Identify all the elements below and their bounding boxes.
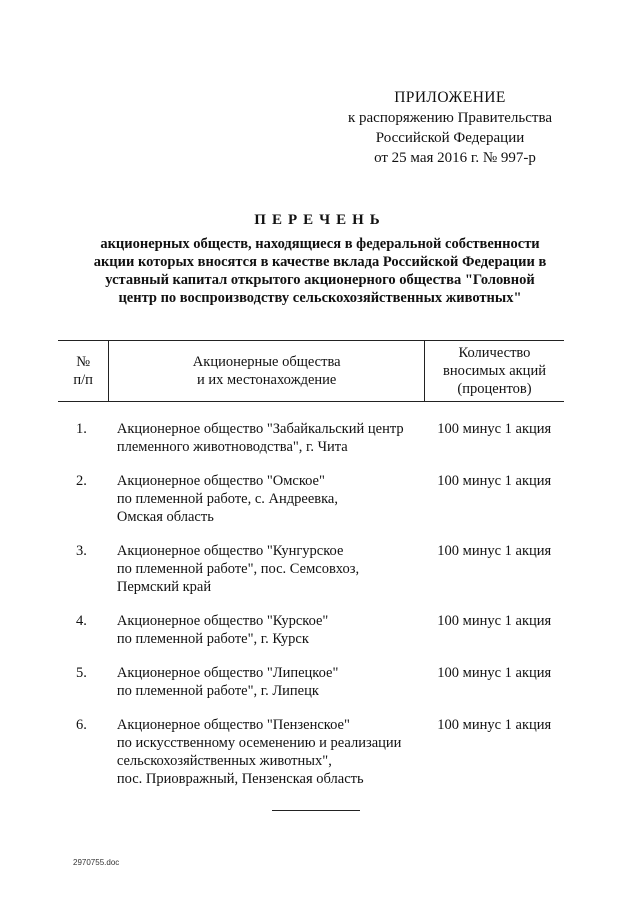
row-company-line: по племенной работе", г. Липецк [116, 683, 319, 699]
row-company-line: Пермский край [116, 579, 212, 595]
table-row [58, 542, 564, 596]
appendix-line-government: Российской Федерации [375, 130, 525, 146]
row-company [109, 664, 425, 700]
appendix-title: ПРИЛОЖЕНИЕ [394, 89, 506, 106]
footer-doc-code: 2970755.doc [73, 858, 120, 867]
header-number-line: п/п [73, 372, 93, 388]
row-company-line: Омская область [116, 509, 214, 525]
heading-line: центр по воспроизводству сельскохозяйственных животных" [118, 290, 522, 306]
row-quantity: 100 минус 1 акция [437, 543, 552, 559]
row-quantity: 100 минус 1 акция [437, 421, 552, 437]
row-company-line: по искусственному осеменению и реализации [116, 735, 402, 751]
row-company-line: Акционерное общество "Кунгурское [116, 543, 344, 559]
row-company-line: племенного животноводства", г. Чита [116, 439, 348, 455]
header-quantity-line: (процентов) [457, 381, 532, 397]
table-row [58, 716, 564, 788]
row-company [109, 420, 425, 456]
header-company-line: Акционерные общества [192, 354, 341, 370]
end-of-document-rule [272, 810, 360, 811]
row-quantity: 100 минус 1 акция [437, 665, 552, 681]
row-company-line: Акционерное общество "Омское" [116, 473, 325, 489]
row-company-line: по племенной работе, с. Андреевка, [116, 491, 338, 507]
table-row [58, 420, 564, 456]
row-company-line: по племенной работе", г. Курск [116, 631, 309, 647]
header-quantity-line: вносимых акций [443, 363, 546, 379]
row-company [109, 472, 425, 526]
row-company-line: по племенной работе", пос. Семсовхоз, [116, 561, 360, 577]
header-company-line: и их местонахождение [196, 372, 337, 388]
row-company-line: Акционерное общество "Пензенское" [116, 717, 350, 733]
heading-line: акционерных обществ, находящиеся в федеральной собственности [100, 236, 540, 252]
header-number-line: № [76, 354, 91, 370]
appendix-line-decree: к распоряжению Правительства [347, 110, 552, 126]
row-quantity: 100 минус 1 акция [437, 717, 552, 733]
row-quantity: 100 минус 1 акция [437, 613, 552, 629]
row-number: 5. [75, 665, 87, 681]
row-number: 4. [75, 613, 87, 629]
heading-title: ПЕРЕЧЕНЬ [254, 212, 386, 228]
heading-line: акции которых вносятся в качестве вклада Российской Федерации в [93, 254, 547, 270]
row-number: 2. [75, 473, 87, 489]
table-row [58, 612, 564, 648]
row-number: 6. [75, 717, 87, 733]
row-number: 3. [75, 543, 87, 559]
companies-table [58, 340, 564, 788]
table-row [58, 472, 564, 526]
row-quantity: 100 минус 1 акция [437, 473, 552, 489]
row-company-line: Акционерное общество "Забайкальский центр [116, 421, 404, 437]
row-company-line: сельскохозяйственных животных", [116, 753, 332, 769]
table-row [58, 664, 564, 700]
document-heading [60, 212, 580, 307]
row-company [109, 612, 425, 648]
row-number: 1. [75, 421, 87, 437]
row-company [109, 542, 425, 596]
header-company [109, 341, 425, 402]
heading-line: уставный капитал открытого акционерного общества "Головной [105, 272, 535, 288]
header-quantity-line: Количество [458, 345, 531, 361]
appendix-line-order-date: от 25 мая 2016 г. № 997-р [374, 150, 536, 166]
appendix-block [330, 88, 570, 168]
row-company-line: Акционерное общество "Липецкое" [116, 665, 339, 681]
table-header-row [58, 341, 564, 402]
row-company [109, 716, 425, 788]
header-quantity [424, 341, 564, 402]
row-company-line: пос. Приовражный, Пензенская область [116, 771, 364, 787]
header-number [58, 341, 109, 402]
row-company-line: Акционерное общество "Курское" [116, 613, 329, 629]
